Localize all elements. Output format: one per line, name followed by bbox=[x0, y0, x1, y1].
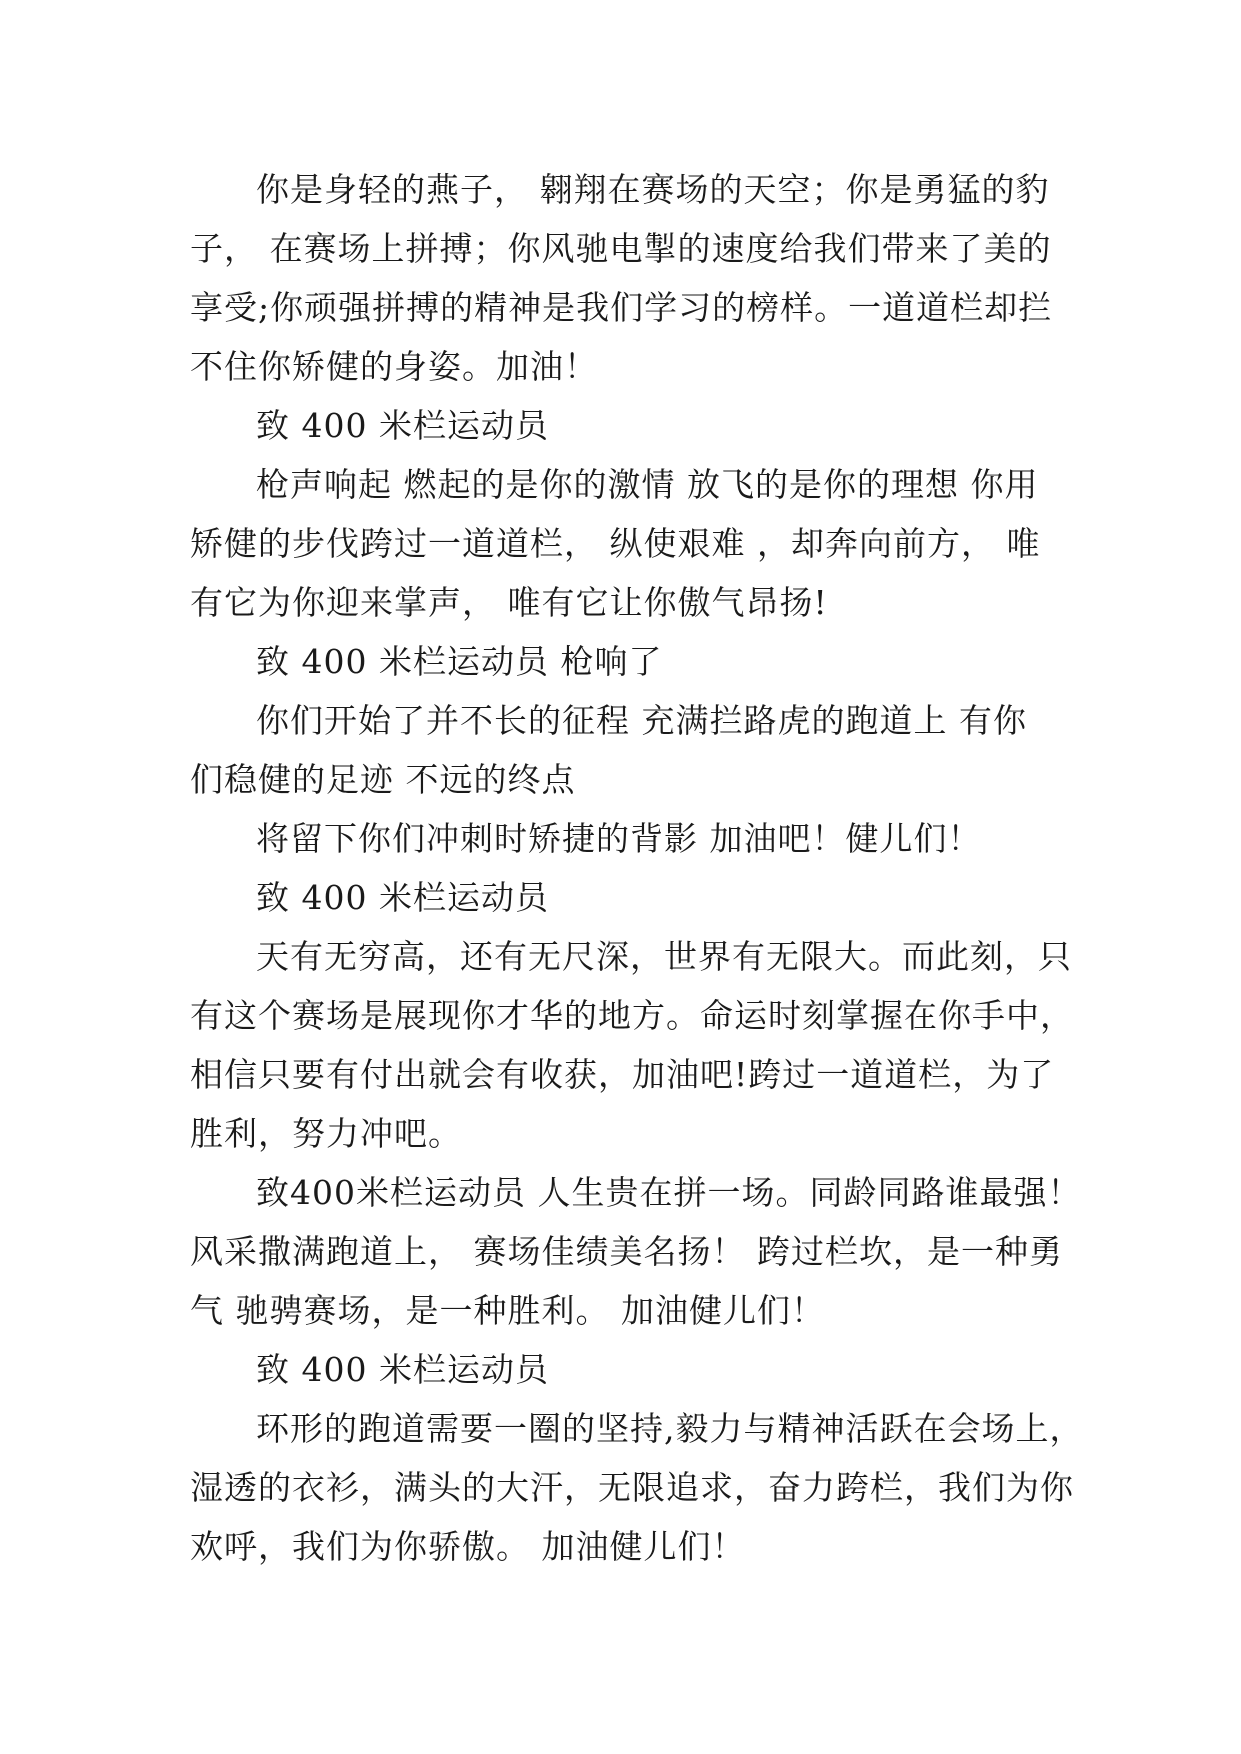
text-line: 天有无穷高，还有无尺深，世界有无限大。而此刻，只 bbox=[256, 937, 1072, 976]
text-line: 相信只要有付出就会有收获，加油吧!跨过一道道栏，为了 bbox=[190, 1055, 1055, 1094]
section-heading: 致 400 米栏运动员 bbox=[256, 1350, 549, 1389]
text-line: 胜利，努力冲吧。 bbox=[190, 1114, 462, 1153]
section-heading: 致 400 米栏运动员 bbox=[256, 406, 549, 445]
text-line: 有它为你迎来掌声， 唯有它让你傲气昂扬! bbox=[190, 583, 828, 622]
text-line: 枪声响起 燃起的是你的激情 放飞的是你的理想 你用 bbox=[256, 465, 1039, 504]
section-heading: 致 400 米栏运动员 枪响了 bbox=[256, 642, 663, 681]
document-body bbox=[190, 160, 1084, 1576]
text-line: 湿透的衣衫，满头的大汗，无限追求，奋力跨栏，我们为你 bbox=[190, 1468, 1074, 1507]
text-line: 气 驰骋赛场，是一种胜利。 加油健儿们！ bbox=[190, 1291, 825, 1330]
text-line: 你是身轻的燕子， 翱翔在赛场的天空；你是勇猛的豹 bbox=[256, 170, 1050, 209]
text-line: 将留下你们冲刺时矫捷的背影 加油吧！健儿们！ bbox=[256, 819, 982, 858]
text-line: 你们开始了并不长的征程 充满拦路虎的跑道上 有你 bbox=[256, 701, 1027, 740]
text-line: 欢呼，我们为你骄傲。 加油健儿们！ bbox=[190, 1527, 746, 1566]
text-line: 矫健的步伐跨过一道道栏， 纵使艰难 ，却奔向前方， 唯 bbox=[190, 524, 1041, 563]
text-line: 风采撒满跑道上， 赛场佳绩美名扬！ 跨过栏坎，是一种勇 bbox=[190, 1232, 1063, 1271]
text-line: 有这个赛场是展现你才华的地方。命运时刻掌握在你手中， bbox=[190, 996, 1074, 1035]
text-line: 享受;你顽强拼搏的精神是我们学习的榜样。一道道栏却拦 bbox=[190, 288, 1053, 327]
text-line: 致400米栏运动员 人生贵在拼一场。同龄同路谁最强！ bbox=[256, 1173, 1082, 1212]
text-line: 们稳健的足迹 不远的终点 bbox=[190, 760, 576, 799]
text-line: 环形的跑道需要一圈的坚持,毅力与精神活跃在会场上， bbox=[256, 1409, 1084, 1448]
text-line: 不住你矫健的身姿。加油！ bbox=[190, 347, 598, 386]
text-line: 子， 在赛场上拼搏；你风驰电掣的速度给我们带来了美的 bbox=[190, 229, 1052, 268]
section-heading: 致 400 米栏运动员 bbox=[256, 878, 549, 917]
